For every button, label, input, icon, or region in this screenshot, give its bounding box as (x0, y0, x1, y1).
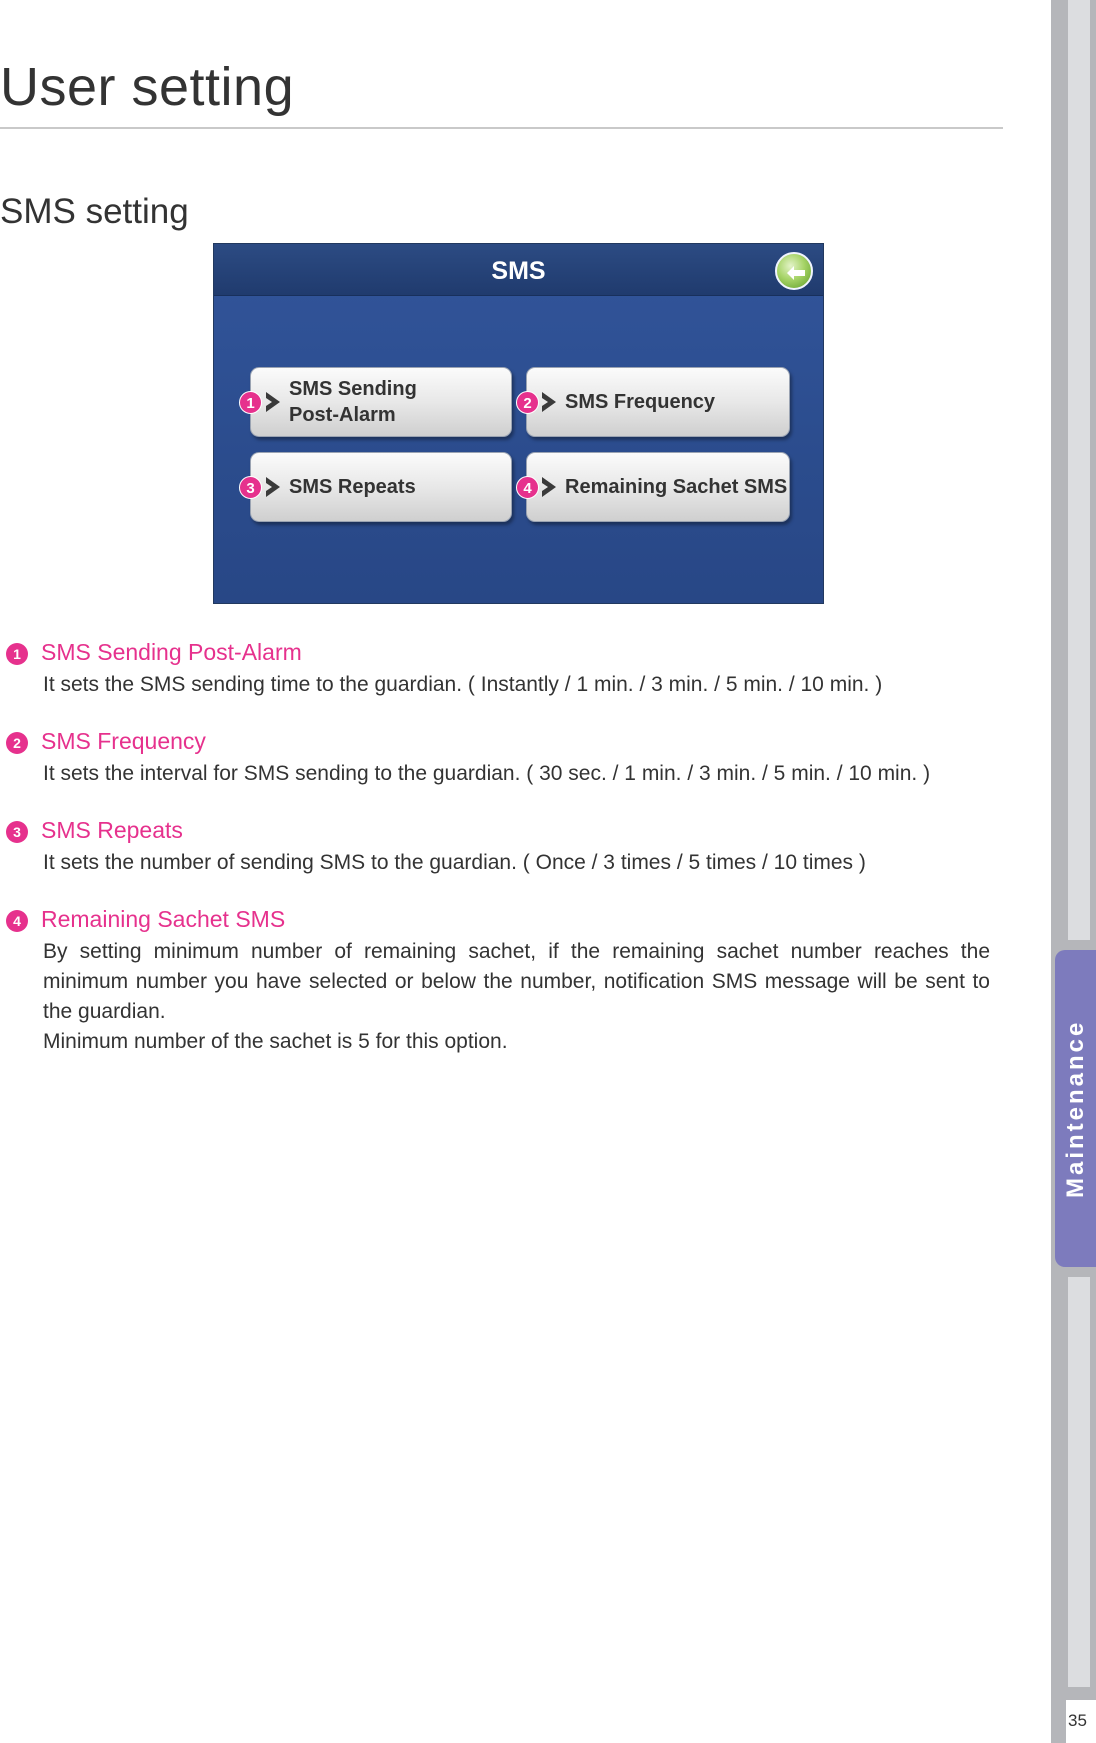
page-number: 35 (1068, 1711, 1087, 1730)
item-description: It sets the interval for SMS sending to the guardian. ( 30 sec. / 1 min. / 3 min. / 5 min. / 10 min. ) (43, 762, 931, 785)
item-description (43, 937, 990, 1057)
number-badge: 3 (6, 821, 28, 843)
number-badge: 4 (6, 910, 28, 932)
badge-1: 1 (239, 391, 262, 414)
sms-repeats-button[interactable] (250, 452, 512, 522)
device-title: SMS (491, 257, 546, 285)
chevron-right-icon (539, 390, 561, 414)
side-strip-highlight-bottom (1068, 1277, 1090, 1687)
badge-2: 2 (516, 391, 539, 414)
chevron-right-icon (539, 475, 561, 499)
item-description-note: Minimum number of the sachet is 5 for this option. (43, 1030, 508, 1053)
button-label: SMS Repeats (289, 476, 416, 498)
number-badge: 1 (6, 643, 28, 665)
page-title: User setting (0, 57, 295, 117)
chevron-right-icon (263, 390, 285, 414)
device-screen (213, 243, 824, 604)
remaining-sachet-sms-button[interactable] (526, 452, 790, 522)
badge-3: 3 (239, 476, 262, 499)
item-description: It sets the SMS sending time to the guardian. ( Instantly / 1 min. / 3 min. / 5 min. / 10 min. ) (43, 673, 883, 696)
sms-frequency-button[interactable] (526, 367, 790, 437)
item-heading: SMS Sending Post-Alarm (41, 639, 302, 665)
button-label: Remaining Sachet SMS (565, 476, 788, 498)
badge-4: 4 (516, 476, 539, 499)
title-divider (0, 127, 1003, 129)
back-arrow-icon[interactable] (775, 252, 813, 290)
side-strip-highlight-top (1068, 0, 1090, 940)
section-title: SMS setting (0, 192, 189, 231)
item-heading: SMS Frequency (41, 728, 206, 754)
device-header (214, 244, 823, 296)
button-label: SMS Frequency (565, 391, 716, 413)
item-heading: Remaining Sachet SMS (41, 906, 286, 932)
item-description: It sets the number of sending SMS to the guardian. ( Once / 3 times / 5 times / 10 times ) (43, 851, 866, 874)
sms-sending-post-alarm-button[interactable] (250, 367, 512, 437)
number-badge: 2 (6, 732, 28, 754)
section-tab-label: Maintenance (1062, 1019, 1089, 1198)
item-description-paragraph: By setting minimum number of remaining sachet, if the remaining sachet number reaches the minimum number you have selected or below the number, notification SMS message will be sent to the guardian. (43, 940, 990, 1023)
item-heading: SMS Repeats (41, 817, 183, 843)
button-label: SMS Sending Post-Alarm (289, 378, 417, 426)
chevron-right-icon (263, 475, 285, 499)
